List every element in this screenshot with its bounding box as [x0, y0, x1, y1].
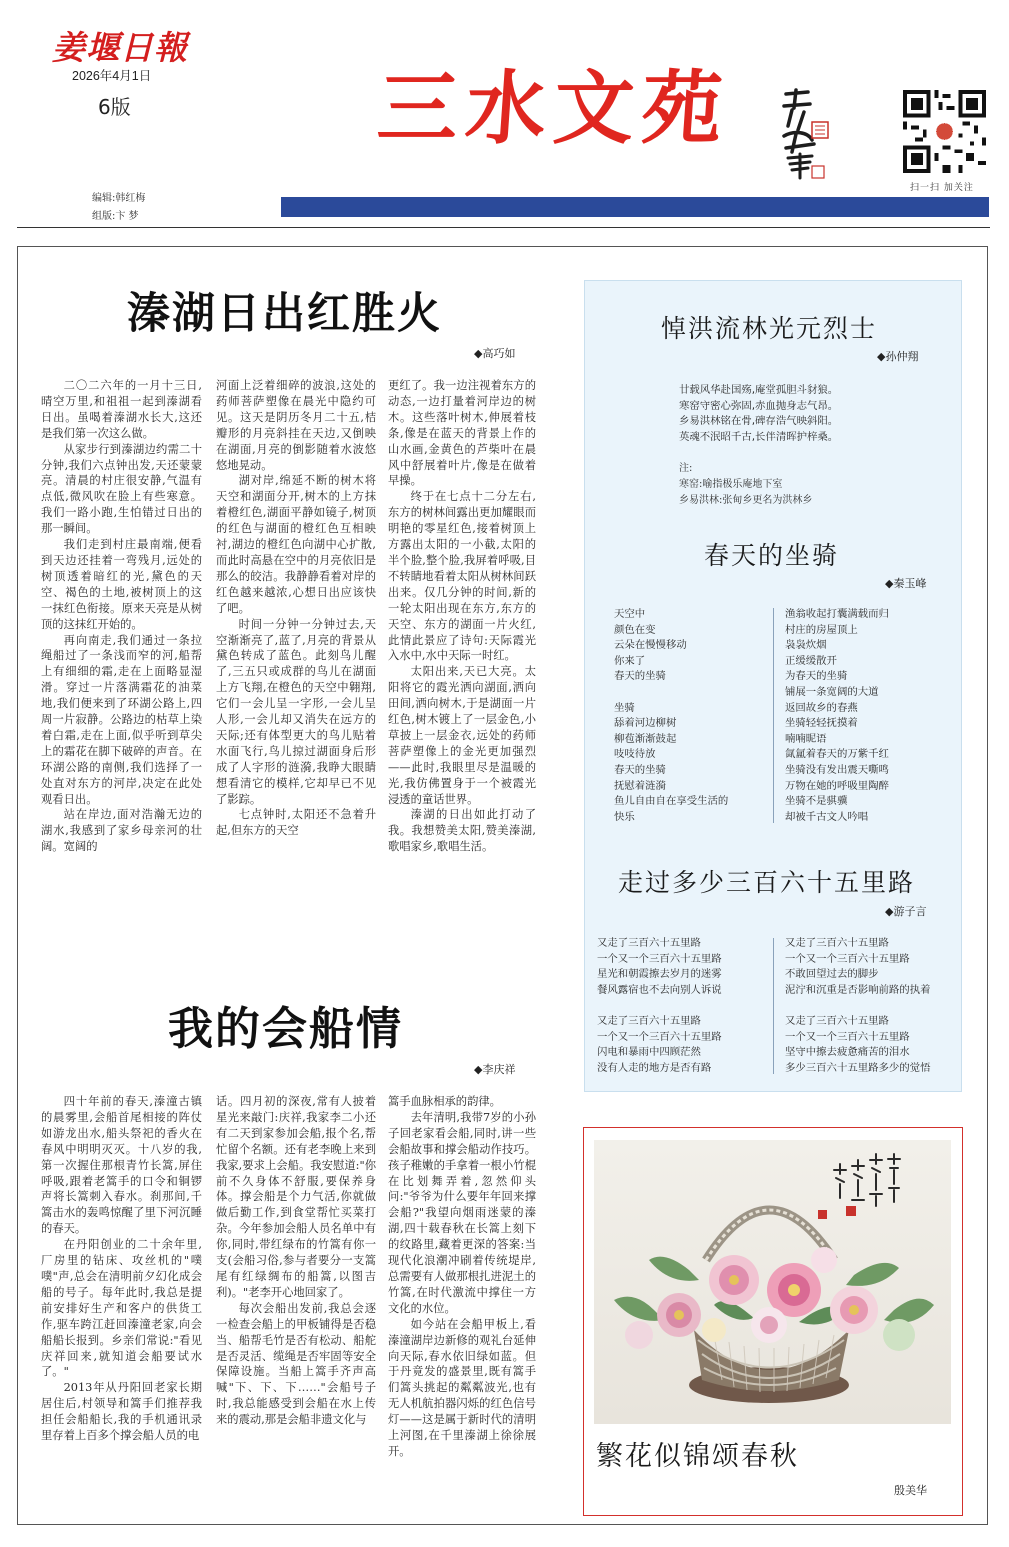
poem-line: 餐风露宿也不去向别人诉说 [597, 983, 722, 996]
paragraph: 湖对岸,绵延不断的树木将天空和湖面分开,树木的上方抹着橙红色,湖面平静如镜子,树顶的红色与湖面的橙红色互相映衬,湖边的橙红色向湖中心扩散,而此时高悬在空中的月亮依旧是那么的皎洁。我静静看着对岸的红色越来越浓,心想日出应该快了吧。 [216, 474, 376, 615]
poem-line: 坐骑不是骐骥 [785, 795, 848, 808]
poem-line: 又走了三百六十五里路 [597, 1014, 701, 1027]
poem-line: 吱吱待放 [614, 748, 656, 761]
paragraph: 篙手血脉相承的韵律。 [388, 1095, 501, 1108]
poem-line: 喃喃昵语 [785, 732, 827, 745]
poem-line: 一个又一个三百六十五里路 [785, 1030, 910, 1043]
designer-credit: 组版:卞 梦 [92, 211, 139, 222]
poem-column-spring-left [614, 607, 728, 825]
painting-panel [583, 1127, 963, 1516]
poem-column-divider [773, 938, 774, 1074]
article-column-sunrise-2 [216, 378, 376, 948]
note-line: 寒窑:喻指极乐庵地下室 [679, 479, 783, 490]
poem-line: 万物在她的呼吸里陶醉 [785, 779, 889, 792]
article-column-boat-2 [216, 1094, 376, 1519]
poem-line: 返回故乡的春燕 [785, 701, 858, 714]
painting-artist: 殷美华 [894, 1484, 927, 1497]
note-line: 乡易洪林:张甸乡更名为洪林乡 [679, 495, 813, 506]
edition-number: 6版 [98, 95, 131, 119]
poem-line: 廿载风华赴国殇,庵堂孤胆斗豺狼。 [679, 384, 839, 396]
poem-line: 正缓缓散开 [785, 654, 837, 667]
poem-line: 袅袅炊烟 [785, 639, 827, 652]
paragraph: 每次会船出发前,我总会逐一检查会船上的甲板铺得是否稳当、船帮毛竹是否有松动、船舵是否灵活、缆绳是否牢固等安全保障设施。当船上篙手齐声高喊"下、下、下……"会船号子时,我总能感受到会船在水上传来的震动,那是会船非遗文化与 [216, 1301, 376, 1427]
poem-line: 一个又一个三百六十五里路 [785, 952, 910, 965]
poem-line: 泥泞和沉重是否影响前路的执着 [785, 983, 931, 996]
paragraph: 二〇二六年的一月十三日,晴空万里,和祖祖一起到溱湖看日出。虽喝着溱湖水长大,这还是我们第一次这么做。 [41, 379, 202, 440]
article-column-sunrise-3 [388, 378, 536, 948]
poem-line: 又走了三百六十五里路 [785, 937, 889, 949]
poem-line: 鱼儿自由自在享受生活的 [614, 795, 729, 808]
poem-line: 云朵在慢慢移动 [614, 639, 687, 652]
poem-line: 村庄的房屋顶上 [785, 623, 858, 636]
header-accent-bar [281, 197, 989, 217]
poem-line: 铺展一条宽阔的大道 [785, 685, 879, 698]
poem-line: 一个又一个三百六十五里路 [597, 952, 722, 965]
poem-line: 坚守中擦去疲惫痛苦的泪水 [785, 1046, 910, 1059]
poem-title-spring: 春天的坐骑 [704, 541, 840, 570]
qr-caption: 扫一扫 加关注 [910, 183, 974, 193]
paragraph: 河面上泛着细碎的波浪,这处的药师菩萨塑像在晨光中隐约可见。这天是阴历冬月二十五,桔瓣形的月亮斜挂在天边,又倒映在湖面,月亮的倒影随着水波悠悠地晃动。 [216, 379, 376, 472]
paragraph: 站在岸边,面对浩瀚无边的湖水,我感到了家乡母亲河的壮阔。宽阔的 [41, 808, 202, 854]
poem-line: 寒窑守密心弥固,赤血抛身志气昂。 [679, 399, 839, 412]
poem-line: 坐骑 [614, 701, 635, 714]
poem-line: 快乐 [614, 810, 635, 823]
article-headline-sunrise: 溱湖日出红胜火 [127, 289, 442, 339]
paragraph: 溱湖的日出如此打动了我。我想赞美太阳,赞美溱湖,歌唱家乡,歌唱生活。 [388, 808, 536, 854]
poem-title-journey: 走过多少三百六十五里路 [618, 868, 916, 897]
paragraph: 话。四月初的深夜,常有人披着星光来敲门:庆祥,我家李二小还有二天到家参加会船,报个名,帮忙留个名额。还有老李晚上来到我家,要求上会船。我安慰道:"你前不久身体不舒服,要保养身体。撑会船是个力气活,你就做做后勤工作,到食堂帮忙买菜打杂。今年参加会船人员名单中有你,同时,带红绿布的竹篙有你一支(会船习俗,参与者要分一支篙尾有红绿绸布的船篙,以图吉利)。"老李开心地回家了。 [216, 1095, 376, 1299]
poem-line: 坐骑没有发出震天嘶鸣 [785, 763, 889, 776]
paragraph: 2013年从丹阳回老家长期居住后,村领导和篙手们推荐我担任会船船长,我的手机通讯录里存着上百多个撑会船人员的电 [41, 1381, 202, 1443]
poem-line: 乡易洪林铭在骨,碑存浩气映斜阳。 [679, 415, 839, 428]
poem-line: 氤氲着春天的万紫千红 [785, 748, 889, 761]
paragraph: 我们走到村庄最南端,便看到天边还挂着一弯残月,远处的树顶透着暗红的光,黛色的天空、褐色的土地,被树顶上的这一抹红色衔接。原来天亮是从树顶的这抹红开始的。 [41, 538, 202, 631]
poem-line: 坐骑轻轻抚摸着 [785, 717, 858, 730]
paragraph: 七点钟时,太阳还不急着升起,但东方的天空 [216, 808, 376, 838]
poem-byline-martyr: ◆孙仲翔 [877, 350, 919, 363]
poem-line: 多少三百六十五里路多少的觉悟 [785, 1061, 931, 1074]
article-byline-boat: ◆李庆祥 [474, 1063, 516, 1076]
poem-line: 闪电和暴雨中四顾茫然 [597, 1046, 701, 1059]
issue-date: 2026年4月1日 [72, 69, 152, 83]
note-label: 注: [679, 463, 693, 474]
editor-credit: 编辑:韩红梅 [92, 193, 146, 204]
poem-line: 却被千古文人吟唱 [785, 810, 869, 823]
poem-line: 又走了三百六十五里路 [597, 937, 701, 949]
masthead-logo: 姜堰日報 [52, 28, 188, 67]
poem-line: 柳苞渐渐鼓起 [614, 732, 677, 745]
poem-line: 又走了三百六十五里路 [785, 1014, 889, 1027]
poem-column-spring-right [785, 607, 889, 825]
paragraph: 更红了。我一边注视着东方的动态,一边打量着河岸边的树木。这些落叶树木,伸展着枝条,像是在蓝天的背景上作的山水画,金黄色的芦柴叶在晨风中舒展着叶片,像是在做着早操。 [388, 379, 536, 488]
paragraph: 再向南走,我们通过一条拉绳船过了一条浅而窄的河,船帮上有细细的霜,走在上面略显湿滑。穿过一片落满霜花的油菜地,我们便来到了环湖公路上,四周一片寂静。公路边的枯草上染着白霜,走在上面,似乎听到草尖上的霜花在脚下破碎的声音。在环湖公路的南侧,我们选择了一处直对东方的河岸,决定在此处观看日出。 [41, 633, 202, 806]
poem-column-journey-left [597, 936, 722, 1076]
poem-line: 不敢回望过去的脚步 [785, 968, 879, 981]
poem-notes [679, 461, 812, 509]
poem-line: 一个又一个三百六十五里路 [597, 1030, 722, 1043]
paragraph: 太阳出来,天已大亮。太阳将它的霞光洒向湖面,洒向田间,洒向树木,于是湖面一片红色,树木镀上了一层金色,小草披上一层金衣,远处的药师菩萨塑像上的金光更加强烈——此时,我眼里尽是温暖的光,我仿佛置身于一个被霞光浸透的童话世界。 [388, 665, 536, 806]
article-column-sunrise-1 [41, 378, 202, 948]
poem-line: 星光和朝霞擦去岁月的迷雾 [597, 968, 722, 981]
paragraph: 四十年前的春天,溱潼古镇的晨雾里,会船首尾相接的阵仗如游龙出水,船头祭祀的香火在春风中明明灭灭。十八岁的我,第一次握住那根青竹长篙,屏住呼吸,跟着老篙手的口令和铜锣声将长篙刺入春水。刹那间,千篙击水的轰鸣惊醒了里下河沉睡的春天。 [41, 1095, 202, 1236]
paragraph: 在丹阳创业的二十余年里,厂房里的钻床、攻丝机的"噗噗"声,总会在清明前夕幻化成会船的号子。每年此时,我总是提前安排好生产和客户的供货工作,驱车跨江赶回溱潼老家,向会船船长报到。乡亲们常说:"看见庆祥回来,就知道会船要试水了。" [41, 1238, 202, 1379]
article-column-boat-1 [41, 1094, 202, 1519]
stanza-gap [597, 998, 722, 1014]
poem-line: 天空中 [614, 608, 646, 620]
article-byline-sunrise: ◆高巧如 [474, 347, 516, 360]
stanza-gap [614, 685, 728, 701]
qr-code-icon[interactable] [903, 90, 986, 173]
poem-line: 抚慰着涟漪 [614, 779, 666, 792]
poem-byline-spring: ◆秦玉峰 [885, 577, 927, 590]
poem-line: 你来了 [614, 654, 646, 667]
section-title: 三水文苑 [374, 61, 734, 155]
painting-caption: 繁花似锦颂春秋 [596, 1441, 799, 1472]
article-column-boat-3 [388, 1094, 536, 1519]
poem-body-martyr [679, 383, 838, 445]
poem-column-divider [773, 608, 774, 823]
poem-byline-journey: ◆游子言 [885, 905, 927, 918]
paragraph: 如今站在会船甲板上,看溱潼湖岸边新修的观礼台延伸向天际,春水依旧绿如蓝。但于丹竟发的盛景里,既有篙手们篙头挑起的粼粼波光,也有无人机航拍器闪烁的红色信号灯——这是属于新时代的清明上河图,在千里溱湖上徐徐展开。 [388, 1317, 536, 1458]
poem-line: 没有人走的地方是否有路 [597, 1061, 712, 1074]
poem-line: 春天的坐骑 [614, 763, 666, 776]
article-headline-boat: 我的会船情 [168, 1002, 404, 1055]
header-divider [17, 227, 990, 228]
poem-line: 英魂不泯昭千古,长伴清晖护梓桑。 [679, 430, 839, 443]
flower-basket-painting[interactable] [594, 1140, 951, 1424]
poem-line: 颜色在变 [614, 623, 656, 636]
paragraph: 去年清明,我带7岁的小孙子回老家看会船,同时,讲一些会船故事和撑会船动作技巧。孩子稚嫩的手拿着一根小竹棍在比划舞弄着,忽然仰头问:"爷爷为什么要年年回来撑会船?"我望向烟雨迷蒙的溱湖,四十载春秋在长篙上刻下的纹路里,藏着更深的答案:当现代化浪潮冲刷着传统堤岸,总需要有人做那根扎进泥土的竹篙,在时代激流中撑住一方文化的水位。 [388, 1110, 536, 1315]
poem-line: 渔翁收起打囊满载而归 [785, 608, 889, 620]
stanza-gap [785, 998, 930, 1014]
calligraphy-signature-icon [778, 86, 830, 182]
paragraph: 从家步行到溱湖边约需二十分钟,我们六点钟出发,天还蒙蒙亮。清晨的村庄很安静,气温有点低,微风吹在脸上有些寒意。我们一路小跑,生怕错过日出的那一瞬间。 [41, 442, 202, 536]
paragraph: 时间一分钟一分钟过去,天空渐渐亮了,蓝了,月亮的背景从黛色转成了蓝色。此刻鸟儿醒了,三五只或成群的鸟儿在湖面上方飞翔,在橙色的天空中翱翔,它们一会儿呈一字形,一会儿呈人形,一会儿却又消失在远方的天际;还有体型更大的鸟儿贴着水面飞行,鸟儿掠过湖面身后形成了人字形的涟漪,我睁大眼睛想看清它的模样,它却早已不见了影踪。 [216, 617, 376, 806]
poem-line: 为春天的坐骑 [785, 670, 848, 683]
poem-title-martyr: 悼洪流林光元烈士 [661, 314, 878, 343]
paragraph: 终于在七点十二分左右,东方的树林间露出更加耀眼而明艳的零星红色,接着树顶上方露出太阳的一小截,太阳的半个脸,整个脸,我屏着呼吸,目不转睛地看着太阳从树林间跃出来。仅几分钟的时间,新的一轮太阳出现在东方,东方的天空、东方的湖面一片火红,此情此景应了诗句:天际霞光入水中,水中天际一时红。 [388, 490, 536, 663]
poem-line: 舔着河边柳树 [614, 717, 677, 730]
poem-column-journey-right [785, 936, 930, 1076]
poem-line: 春天的坐骑 [614, 670, 666, 683]
